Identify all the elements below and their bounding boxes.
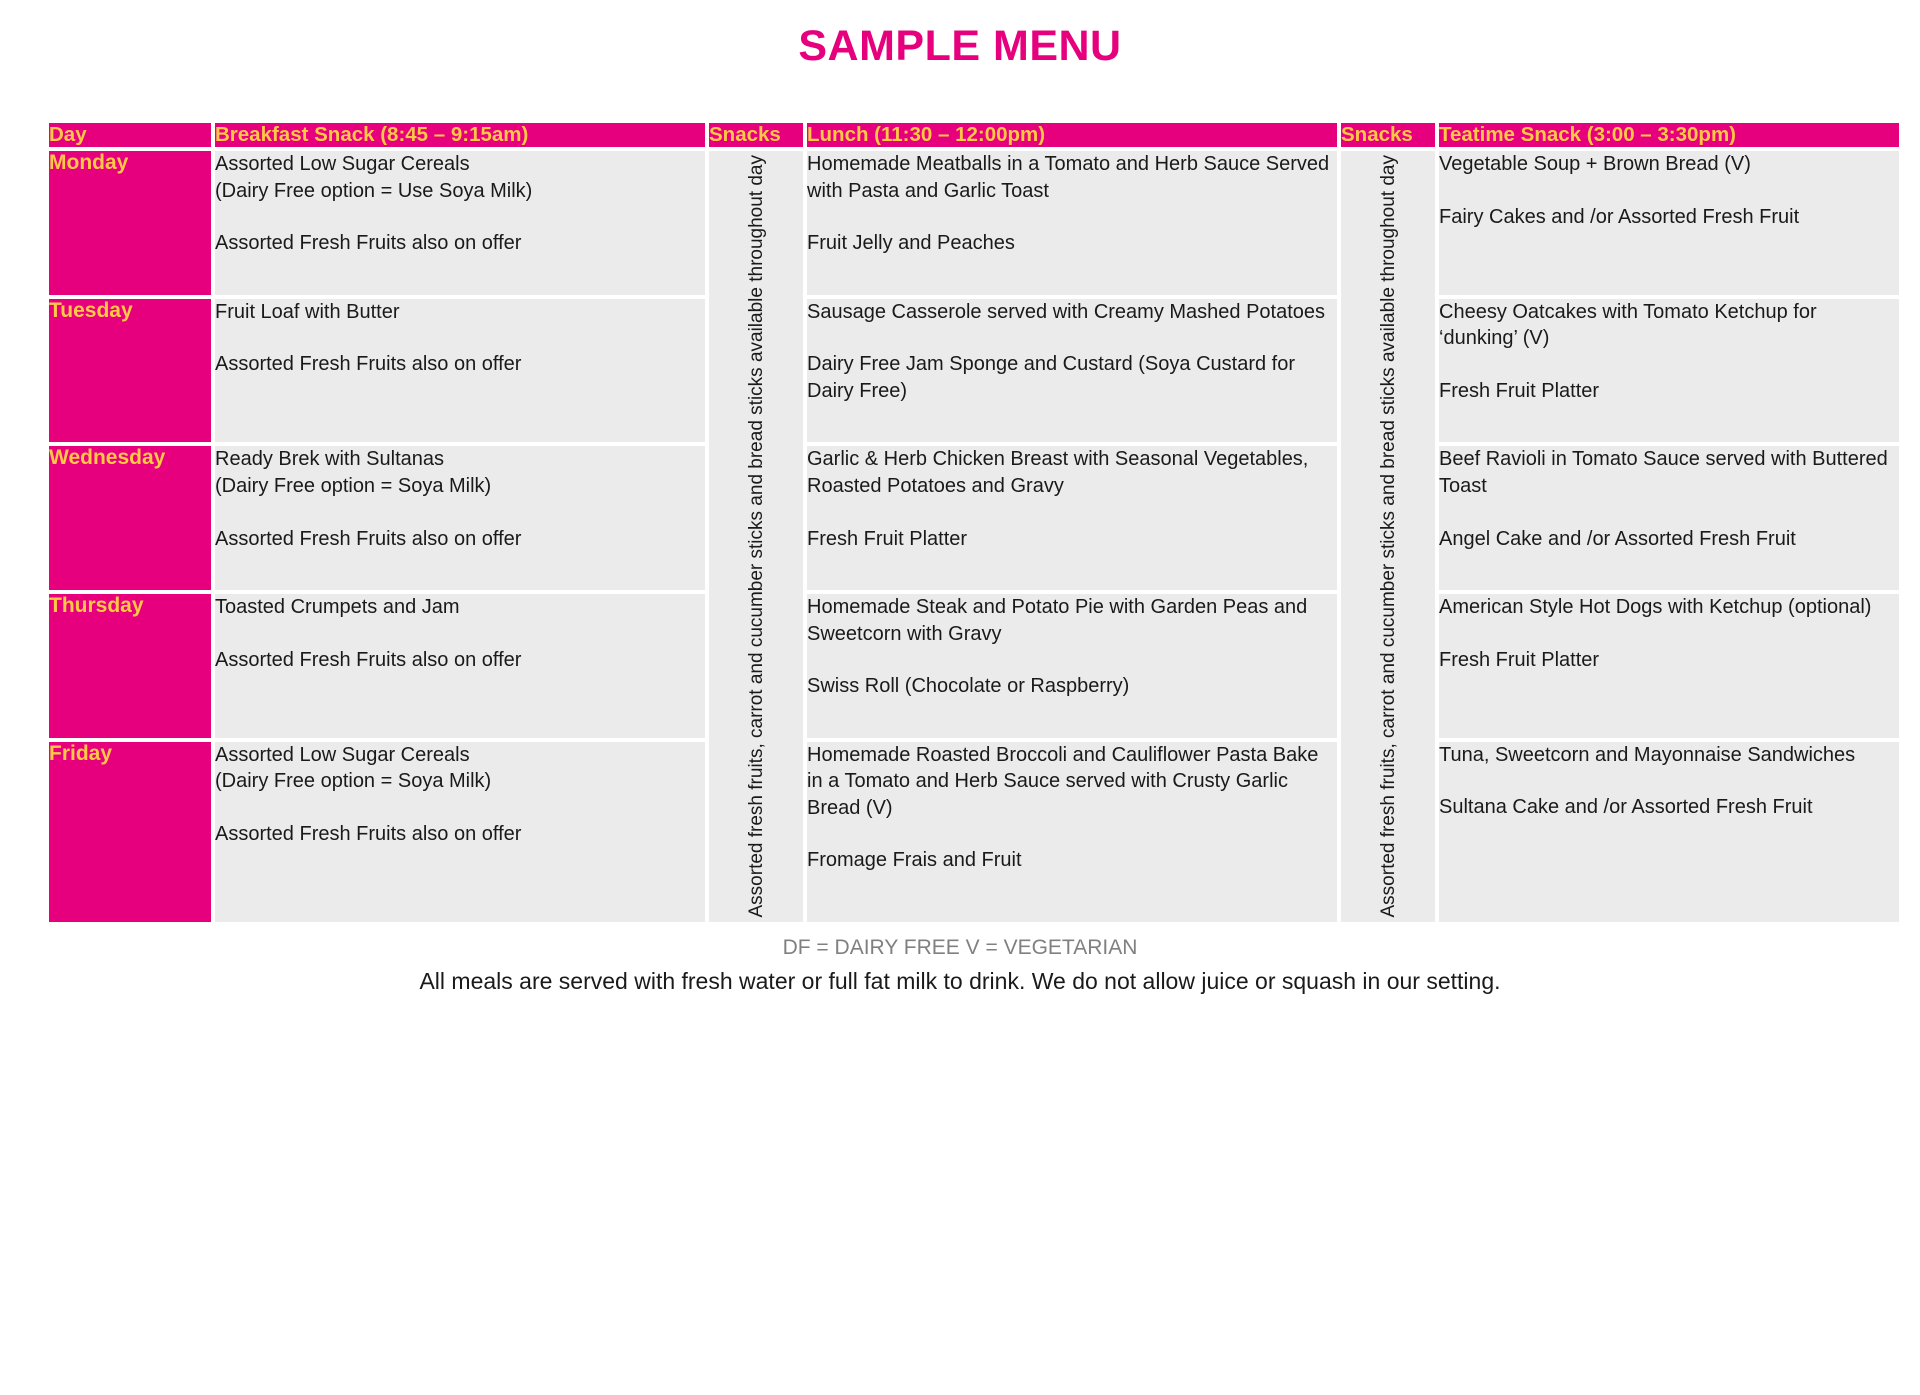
menu-item-line: (Dairy Free option = Soya Milk) bbox=[215, 474, 492, 497]
menu-item-line: Assorted Fresh Fruits also on offer bbox=[215, 232, 522, 255]
teatime-cell bbox=[1439, 742, 1899, 922]
menu-item bbox=[807, 230, 1337, 257]
header-snacks-2: Snacks bbox=[1341, 123, 1435, 147]
menu-item bbox=[807, 351, 1337, 404]
menu-item-line: Homemade Steak and Potato Pie with Garden Peas and Sweetcorn with Gravy bbox=[807, 596, 1308, 645]
header-row bbox=[49, 123, 1899, 147]
menu-item-line: Homemade Roasted Broccoli and Cauliflower Pasta Bake in a Tomato and Herb Sauce served with Crusty Garlic Bread (V) bbox=[807, 743, 1319, 819]
snacks-column-1 bbox=[709, 151, 803, 922]
menu-item bbox=[807, 299, 1337, 326]
menu-item-line: Fromage Frais and Fruit bbox=[807, 849, 1022, 872]
day-label-wednesday: Wednesday bbox=[49, 446, 211, 590]
header-snacks-1: Snacks bbox=[709, 123, 803, 147]
menu-item-line: Fresh Fruit Platter bbox=[1439, 648, 1600, 671]
menu-item-line: Assorted Low Sugar Cereals bbox=[215, 743, 470, 766]
menu-item-line: Assorted Fresh Fruits also on offer bbox=[215, 822, 522, 845]
menu-item bbox=[1439, 647, 1899, 674]
menu-item bbox=[215, 230, 705, 257]
header-breakfast: Breakfast Snack (8:45 – 9:15am) bbox=[215, 123, 705, 147]
menu-item bbox=[215, 351, 705, 378]
day-label-friday: Friday bbox=[49, 742, 211, 922]
menu-item bbox=[807, 446, 1337, 499]
menu-item-line: American Style Hot Dogs with Ketchup (optional) bbox=[1439, 596, 1872, 619]
menu-item bbox=[215, 299, 705, 326]
day-label-thursday: Thursday bbox=[49, 594, 211, 738]
footer-key-line: DF = DAIRY FREE V = VEGETARIAN bbox=[782, 935, 1138, 959]
menu-item bbox=[215, 821, 705, 848]
menu-item bbox=[807, 151, 1337, 204]
menu-item bbox=[1439, 742, 1899, 769]
menu-item-line: Fresh Fruit Platter bbox=[807, 527, 968, 550]
menu-item bbox=[807, 742, 1337, 822]
snacks-column-2 bbox=[1341, 151, 1435, 922]
menu-item-line: (Dairy Free option = Use Soya Milk) bbox=[215, 179, 533, 202]
table-row bbox=[49, 151, 1899, 295]
menu-item-line: Garlic & Herb Chicken Breast with Seasonal Vegetables, Roasted Potatoes and Gravy bbox=[807, 448, 1309, 497]
menu-item-line: Assorted Fresh Fruits also on offer bbox=[215, 648, 522, 671]
menu-item-line: Dairy Free Jam Sponge and Custard (Soya Custard for Dairy Free) bbox=[807, 353, 1295, 402]
menu-item-line: Beef Ravioli in Tomato Sauce served with Buttered Toast bbox=[1439, 448, 1888, 497]
breakfast-cell bbox=[215, 151, 705, 295]
lunch-cell bbox=[807, 151, 1337, 295]
menu-item-line: Fruit Loaf with Butter bbox=[215, 300, 400, 323]
footer-note-line: All meals are served with fresh water or full fat milk to drink. We do not allow juice or squash in our setting. bbox=[419, 967, 1501, 994]
day-label-monday: Monday bbox=[49, 151, 211, 295]
table-row bbox=[49, 299, 1899, 443]
table-row bbox=[49, 742, 1899, 922]
menu-item-line: Assorted Fresh Fruits also on offer bbox=[215, 527, 522, 550]
teatime-cell bbox=[1439, 151, 1899, 295]
table-header bbox=[49, 123, 1899, 147]
menu-item-line: Tuna, Sweetcorn and Mayonnaise Sandwiches bbox=[1439, 743, 1856, 766]
menu-item-line: Sultana Cake and /or Assorted Fresh Fruit bbox=[1439, 796, 1813, 819]
menu-item bbox=[1439, 151, 1899, 178]
menu-item bbox=[1439, 794, 1899, 821]
teatime-cell bbox=[1439, 594, 1899, 738]
table-row bbox=[49, 594, 1899, 738]
menu-item-line: Assorted Fresh Fruits also on offer bbox=[215, 353, 522, 376]
breakfast-cell bbox=[215, 594, 705, 738]
teatime-cell bbox=[1439, 446, 1899, 590]
menu-item-line: Homemade Meatballs in a Tomato and Herb Sauce Served with Pasta and Garlic Toast bbox=[807, 153, 1330, 202]
menu-item-line: Sausage Casserole served with Creamy Mashed Potatoes bbox=[807, 300, 1326, 323]
page-title: SAMPLE MENU bbox=[798, 22, 1122, 70]
menu-item-line: Toasted Crumpets and Jam bbox=[215, 596, 460, 619]
menu-item bbox=[1439, 594, 1899, 621]
breakfast-cell bbox=[215, 299, 705, 443]
menu-item-line: Swiss Roll (Chocolate or Raspberry) bbox=[807, 675, 1130, 698]
menu-item bbox=[215, 526, 705, 553]
snacks-rotated-text-2: Assorted fresh fruits, carrot and cucumber sticks and bread sticks available throughout day bbox=[1377, 155, 1399, 918]
lunch-cell bbox=[807, 594, 1337, 738]
menu-item bbox=[807, 526, 1337, 553]
lunch-cell bbox=[807, 446, 1337, 590]
menu-item bbox=[215, 151, 705, 204]
header-lunch: Lunch (11:30 – 12:00pm) bbox=[807, 123, 1337, 147]
snacks-rotated-text-1: Assorted fresh fruits, carrot and cucumber sticks and bread sticks available throughout day bbox=[745, 155, 767, 918]
breakfast-cell bbox=[215, 742, 705, 922]
header-day: Day bbox=[49, 123, 211, 147]
menu-item-line: Fruit Jelly and Peaches bbox=[807, 232, 1015, 255]
day-label-tuesday: Tuesday bbox=[49, 299, 211, 443]
table-body bbox=[49, 151, 1899, 922]
menu-item bbox=[1439, 204, 1899, 231]
menu-item bbox=[1439, 299, 1899, 352]
menu-item bbox=[1439, 378, 1899, 405]
menu-item bbox=[215, 647, 705, 674]
breakfast-cell bbox=[215, 446, 705, 590]
menu-item bbox=[1439, 526, 1899, 553]
menu-item bbox=[807, 847, 1337, 874]
menu-item-line: Assorted Low Sugar Cereals bbox=[215, 153, 470, 175]
table-row bbox=[49, 446, 1899, 590]
menu-table bbox=[45, 119, 1903, 926]
menu-item-line: Fresh Fruit Platter bbox=[1439, 379, 1600, 402]
menu-item bbox=[215, 594, 705, 621]
menu-item bbox=[1439, 446, 1899, 499]
teatime-cell bbox=[1439, 299, 1899, 443]
menu-item bbox=[215, 742, 705, 795]
menu-item-line: Vegetable Soup + Brown Bread (V) bbox=[1439, 153, 1751, 175]
menu-item bbox=[215, 446, 705, 499]
header-teatime: Teatime Snack (3:00 – 3:30pm) bbox=[1439, 123, 1899, 147]
lunch-cell bbox=[807, 299, 1337, 443]
menu-item bbox=[807, 594, 1337, 647]
menu-item-line: Angel Cake and /or Assorted Fresh Fruit bbox=[1439, 527, 1796, 550]
menu-item bbox=[807, 673, 1337, 700]
menu-item-line: Ready Brek with Sultanas bbox=[215, 448, 445, 471]
menu-item-line: Fairy Cakes and /or Assorted Fresh Fruit bbox=[1439, 205, 1800, 228]
lunch-cell bbox=[807, 742, 1337, 922]
menu-item-line: Cheesy Oatcakes with Tomato Ketchup for ‘dunking’ (V) bbox=[1439, 300, 1817, 350]
menu-item-line: (Dairy Free option = Soya Milk) bbox=[215, 770, 492, 793]
footer bbox=[45, 934, 1875, 997]
